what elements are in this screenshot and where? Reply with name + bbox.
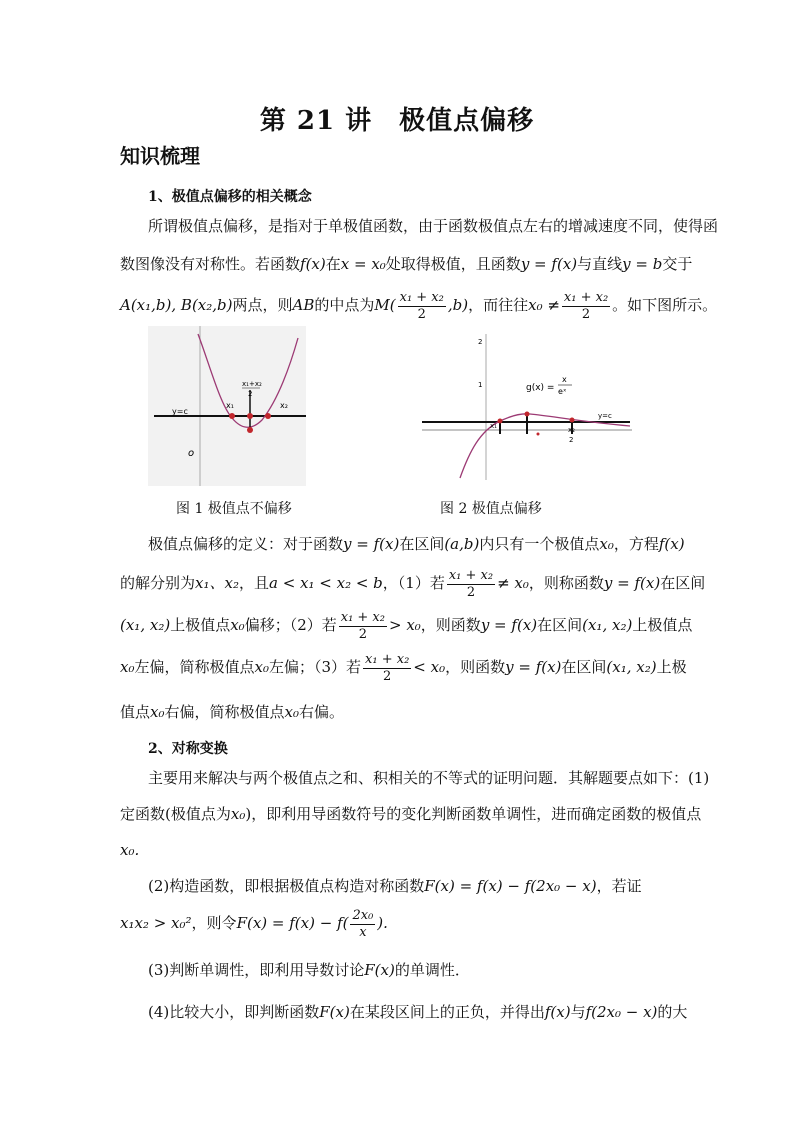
figure-1-point-x1 — [229, 413, 235, 419]
para2-line3: (x₁, x₂)上极值点x₀偏移；（2）若 $\frac{\text{x₁ + x₂}}{2}$ > x₀，则函数y = f(x)在区间(x₁, x₂)上极值点 — [120, 609, 693, 642]
midpoint-fraction-2: $\frac{\text{x₁ + x₂}}{2}$ — [563, 289, 609, 322]
figure-1-point-min — [247, 427, 253, 433]
para1-line1: 所谓极值点偏移，是指对于单极值函数，由于函数极值点左右的增减速度不同，使得函 — [148, 217, 719, 235]
para2-line1: 极值点偏移的定义：对于函数y = f(x)在区间(a,b)内只有一个极值点x₀，方程f(x) — [148, 535, 685, 553]
subsection-heading-1: 1、极值点偏移的相关概念 — [148, 189, 312, 205]
figure-2-caption: 图 2 极值点偏移 — [440, 501, 542, 517]
para3-line1: 主要用来解决与两个极值点之和、积相关的不等式的证明问题．其解题要点如下：(1) — [148, 769, 710, 787]
figure-2-point-extremum — [525, 412, 530, 417]
figure-2-tick-1: 1 — [478, 381, 483, 389]
figure-2-xtick-2: 2 — [569, 436, 574, 444]
page-title: 第 21 讲 极值点偏移 — [259, 106, 535, 136]
para3-line2: 定函数(极值点为x₀)，即利用导函数符号的变化判断函数单调性，进而确定函数的极值点 — [120, 805, 702, 823]
figure-1-point-x2 — [265, 413, 271, 419]
figure-1-graph — [148, 326, 306, 486]
figure-1-label-x2: x₂ — [280, 401, 288, 410]
figure-2-label-yc: y=c — [598, 412, 612, 420]
figure-2-label-x1: x₁ — [490, 422, 497, 430]
para2-line5: 值点x₀右偏，简称极值点x₀右偏。 — [120, 703, 345, 721]
figure-2-tick-2: 2 — [478, 338, 483, 346]
para6: (4)比较大小，即判断函数F(x)在某段区间上的正负，并得出f(x)与f(2x₀ − x)的大 — [148, 1003, 688, 1021]
figure-2-label-x2: x₂ — [568, 426, 575, 434]
figure-2-point-x1 — [498, 419, 503, 424]
figure-1-label-x1: x₁ — [226, 401, 234, 410]
figure-1-label-mid-num: x₁+x₂ — [242, 380, 262, 388]
figure-2-point-mid — [537, 433, 540, 436]
figure-1-label-yc: y=c — [172, 407, 188, 416]
subsection-heading-2: 2、对称变换 — [148, 741, 228, 757]
para1-line2: 数图像没有对称性。若函数f(x)在x = x₀处取得极值，且函数y = f(x)与直线y = b交于 — [120, 255, 693, 273]
section-heading: 知识梳理 — [120, 144, 200, 168]
figure-2-point-x2 — [570, 418, 575, 423]
midpoint-fraction: $\frac{\text{x₁ + x₂}}{2}$ — [399, 289, 444, 322]
figure-2-fn-label: g(x) = — [526, 383, 555, 393]
para5: (3)判断单调性，即利用导数讨论F(x)的单调性． — [148, 961, 470, 979]
figure-1-label-mid-den: 2 — [248, 390, 253, 398]
figure-2-graph — [422, 330, 632, 480]
para3-line3: x₀. — [120, 841, 140, 859]
para4-line1: (2)构造函数，即根据极值点构造对称函数F(x) = f(x) − f(2x₀ − x)，若证 — [148, 877, 642, 895]
para4-line2: x₁x₂ > x₀²，则令F(x) = f(x) − f( $\frac{\text{2x₀}}{x}$ ). — [120, 907, 388, 940]
para2-line2: 的解分别为x₁、x₂，且a < x₁ < x₂ < b，（1）若 $\frac{\text{x₁ + x₂}}{2}$ ≠ x₀，则称函数y = f(x)在区间 — [120, 567, 706, 600]
figure-1-point-mid — [247, 413, 253, 419]
figure-1-label-origin: o — [188, 448, 195, 459]
figure-2-fn-den: eˣ — [558, 387, 567, 396]
para2-line4: x₀左偏，简称极值点x₀左偏；（3）若 $\frac{\text{x₁ + x₂}}{2}$ < x₀，则函数y = f(x)在区间(x₁, x₂)上极 — [120, 651, 687, 684]
para1-line3: A(x₁,b), B(x₂,b)两点，则AB的中点为M( $\frac{\text{x₁ + x₂}}{2}$ ,b)，而往往x₀ ≠ $\frac{\text{x₁ + x₂}}{2}$ 。如下图所示。 — [120, 289, 718, 322]
figure-2-fn-num: x — [562, 375, 567, 384]
figure-1-caption: 图 1 极值点不偏移 — [176, 501, 292, 517]
